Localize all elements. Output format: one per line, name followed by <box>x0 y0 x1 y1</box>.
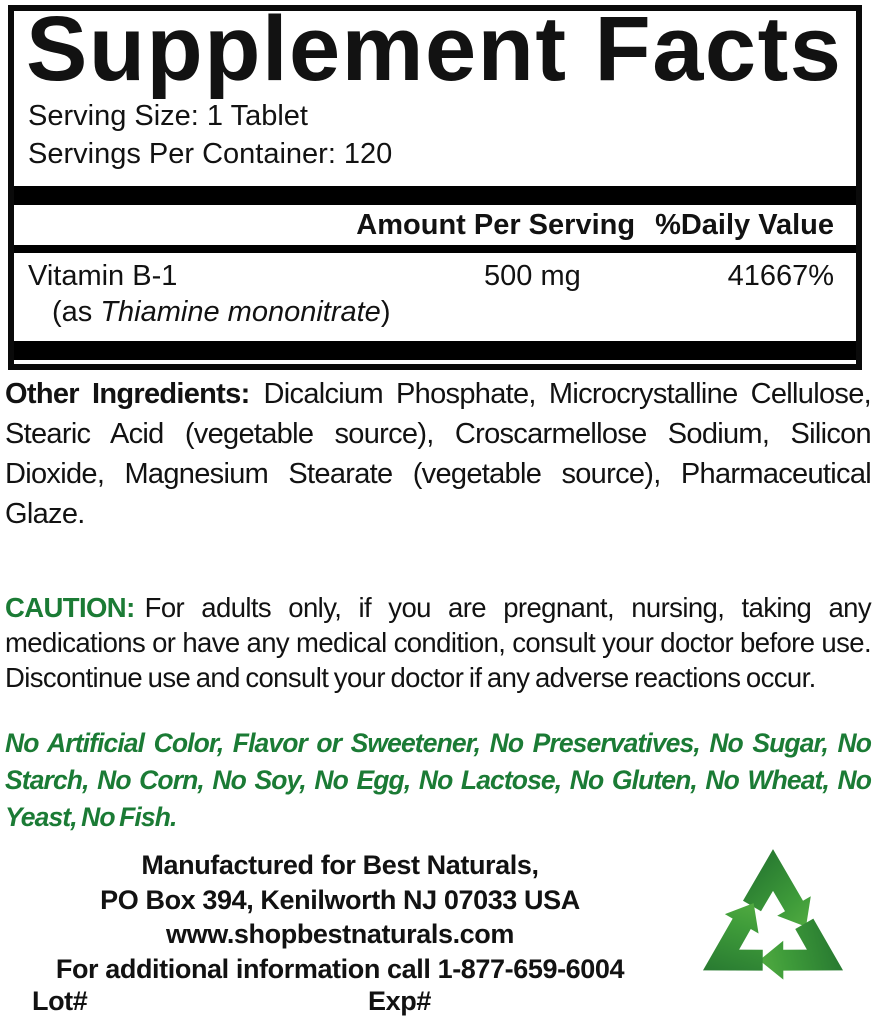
recycle-icon <box>698 842 848 994</box>
manufacturer-info <box>0 848 680 986</box>
divider-bar-thick-bottom <box>14 341 856 360</box>
caution-label: CAUTION: <box>5 592 135 623</box>
lot-label: Lot# <box>32 986 88 1016</box>
table-row <box>14 253 856 293</box>
panel-title: Supplement Facts <box>26 0 843 100</box>
other-ingredients-text: Dicalcium Phosphate, Microcrystalline Cellulose, Stearic Acid (vegetable source), Croscarmellose Sodium, Silicon Dioxide, Magnesium Stearate (vegetable source), Pharmaceutical Glaze. <box>5 378 871 530</box>
nutrient-amount: 500 mg <box>484 259 581 292</box>
other-ingredients-label: Other Ingredients: <box>5 378 250 410</box>
table-column-headers <box>14 205 856 245</box>
serving-size: Serving Size: 1 Tablet <box>28 99 308 132</box>
detail-prefix: (as <box>52 295 101 328</box>
caution-paragraph <box>5 590 871 695</box>
exp-label: Exp# <box>368 986 431 1016</box>
amount-per-serving-header: Amount Per Serving <box>356 208 636 241</box>
nutrient-daily-value: 41667% <box>727 259 834 292</box>
manufacturer-line: Manufactured for Best Naturals, <box>141 850 539 880</box>
supplement-facts-panel <box>8 0 862 370</box>
detail-source-name: Thiamine mononitrate <box>100 295 381 328</box>
website-line: www.shopbestnaturals.com <box>166 919 514 949</box>
servings-per-container: Servings Per Container: 120 <box>28 137 393 170</box>
other-ingredients <box>5 374 871 534</box>
free-of-claims: No Artificial Color, Flavor or Sweetener, No Preservatives, No Sugar, No Starch, No Corn, No Soy, No Egg, No Lactose, No Gluten, No Wheat, No Yeast, No Fish. <box>5 728 871 832</box>
nutrient-name: Vitamin B-1 <box>28 259 178 292</box>
divider-bar-thin <box>14 245 856 253</box>
phone-line: For additional information call 1-877-659-6004 <box>55 953 625 984</box>
lot-exp-row <box>0 986 680 1016</box>
caution-text: For adults only, if you are pregnant, nursing, taking any medications or have any medical condition, consult your doctor before use. Discontinue use and consult your doctor if any adverse reactions occur. <box>5 592 871 693</box>
daily-value-header: %Daily Value <box>655 208 834 241</box>
nutrient-detail <box>52 293 856 333</box>
divider-bar-thick <box>14 186 856 205</box>
address-line: PO Box 394, Kenilworth NJ 07033 USA <box>100 884 580 915</box>
detail-suffix: ) <box>380 295 391 328</box>
